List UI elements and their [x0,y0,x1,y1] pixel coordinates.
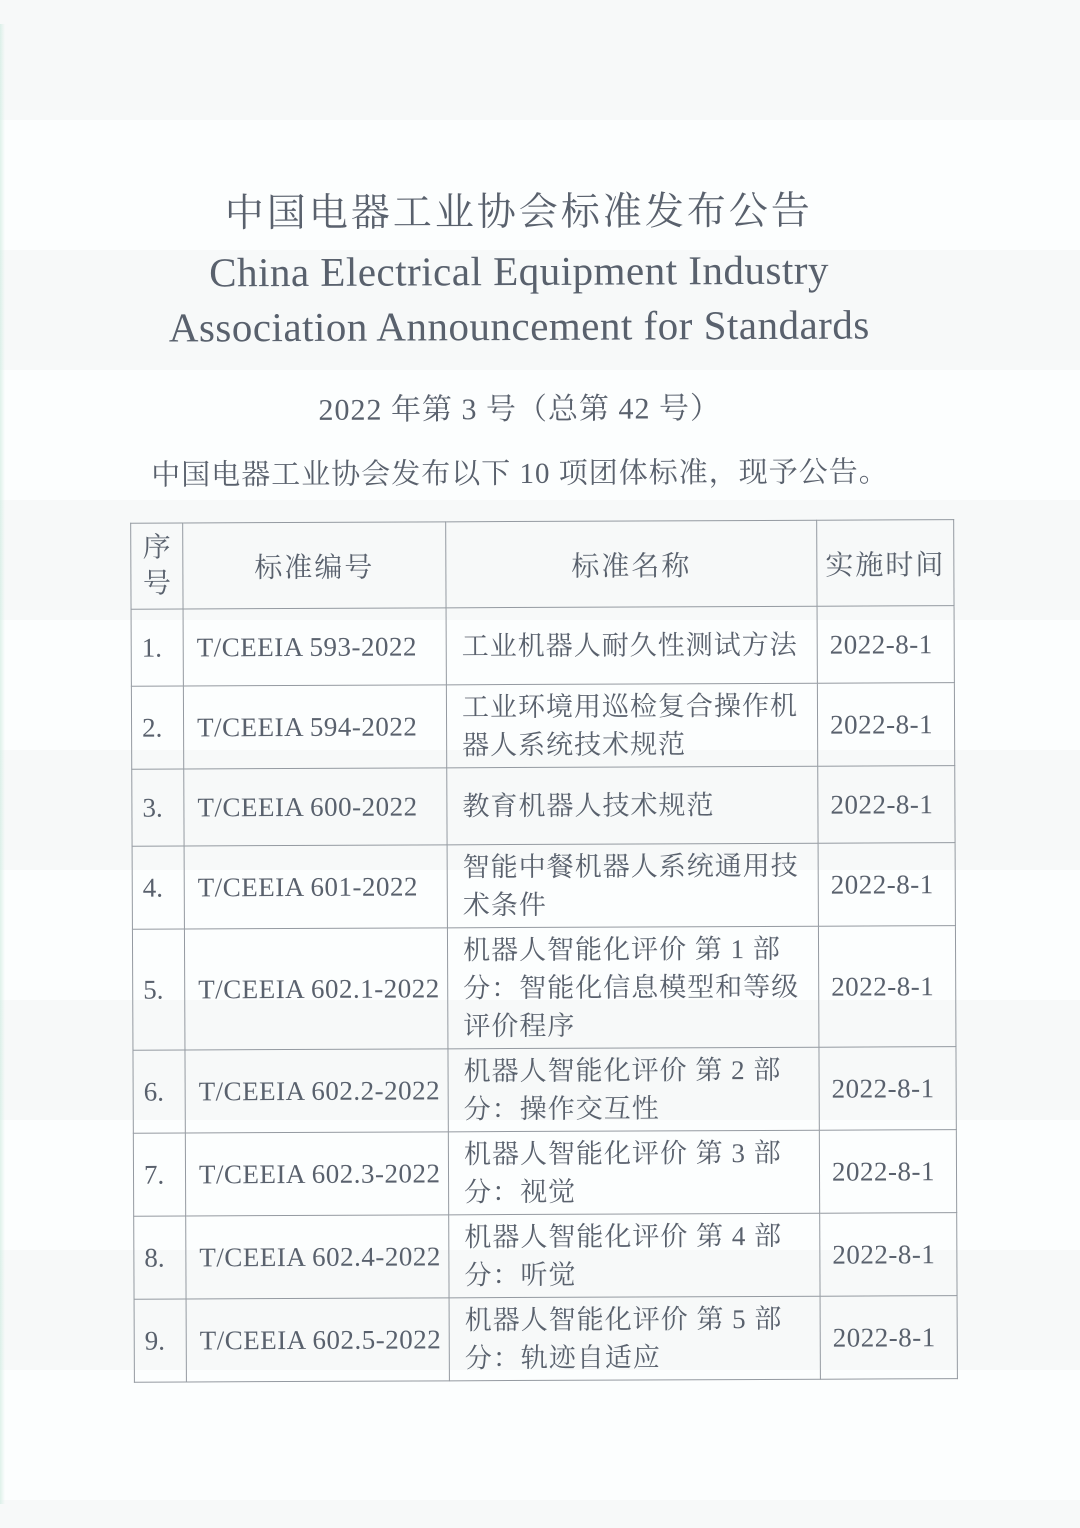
cell-seq: 6. [133,1050,185,1133]
table-row [134,1296,957,1383]
cell-code: T/CEEIA 601-2022 [184,845,447,929]
standards-table-body [131,606,957,1383]
table-row [133,1130,956,1217]
cell-date: 2022-8-1 [818,926,956,1048]
cell-date: 2022-8-1 [818,766,955,844]
cell-name: 教育机器人技术规范 [447,766,818,845]
cell-date: 2022-8-1 [817,606,954,684]
cell-date: 2022-8-1 [818,843,955,927]
table-row [131,606,954,687]
table-row [134,1213,957,1300]
issue-number: 2022 年第 3 号（总第 42 号） [318,392,721,427]
cell-name: 工业机器人耐久性测试方法 [446,606,817,685]
col-header-date: 实施时间 [817,520,954,607]
cell-code: T/CEEIA 602.5-2022 [186,1298,449,1382]
cell-name: 机器人智能化评价 第 5 部分：轨迹自适应 [449,1296,820,1381]
cell-seq: 8. [134,1216,186,1299]
page-title-english [0,242,1039,357]
cell-date: 2022-8-1 [820,1296,957,1380]
table-row [133,1047,956,1134]
cell-date: 2022-8-1 [819,1130,956,1214]
cell-name: 智能中餐机器人系统通用技术条件 [447,843,818,928]
cell-code: T/CEEIA 600-2022 [184,768,447,846]
cell-name: 机器人智能化评价 第 2 部分：操作交互性 [448,1047,819,1132]
col-header-seq: 序号 [131,523,183,609]
cell-code: T/CEEIA 594-2022 [183,685,446,769]
cell-name: 机器人智能化评价 第 4 部分：听觉 [449,1213,820,1298]
cell-name: 工业环境用巡检复合操作机器人系统技术规范 [446,683,817,768]
table-row [132,766,955,847]
standards-table [130,519,958,1383]
table-row [132,843,955,930]
cell-code: T/CEEIA 602.2-2022 [185,1049,448,1133]
cell-seq: 1. [131,609,183,686]
cell-date: 2022-8-1 [820,1213,957,1297]
page-title-chinese: 中国电器工业协会标准发布公告 [224,189,813,236]
cell-date: 2022-8-1 [817,683,954,767]
cell-name: 机器人智能化评价 第 3 部分：视觉 [448,1130,819,1215]
standards-table-header [131,520,954,610]
page-title-english-line2: Association Announcement for Standards [168,301,870,351]
cell-code: T/CEEIA 602.3-2022 [185,1132,448,1216]
cell-name: 机器人智能化评价 第 1 部分：智能化信息模型和等级评价程序 [447,926,819,1049]
cell-seq: 9. [134,1299,186,1382]
cell-code: T/CEEIA 602.1-2022 [184,928,448,1050]
header-row [131,520,954,610]
cell-seq: 5. [132,929,185,1050]
cell-seq: 4. [132,846,184,929]
table-row [132,926,956,1051]
cell-seq: 2. [131,686,183,769]
cell-seq: 3. [132,769,184,846]
cell-seq: 7. [133,1133,185,1216]
col-header-name: 标准名称 [446,520,817,608]
col-header-code: 标准编号 [183,522,446,609]
table-row [131,683,954,770]
cell-code: T/CEEIA 602.4-2022 [186,1215,449,1299]
cell-date: 2022-8-1 [819,1047,956,1131]
announcement-intro: 中国电器工业协会发布以下 10 项团体标准，现予公告。 [151,456,889,492]
page-title-english-line1: China Electrical Equipment Industry [209,246,830,296]
cell-code: T/CEEIA 593-2022 [183,608,446,686]
